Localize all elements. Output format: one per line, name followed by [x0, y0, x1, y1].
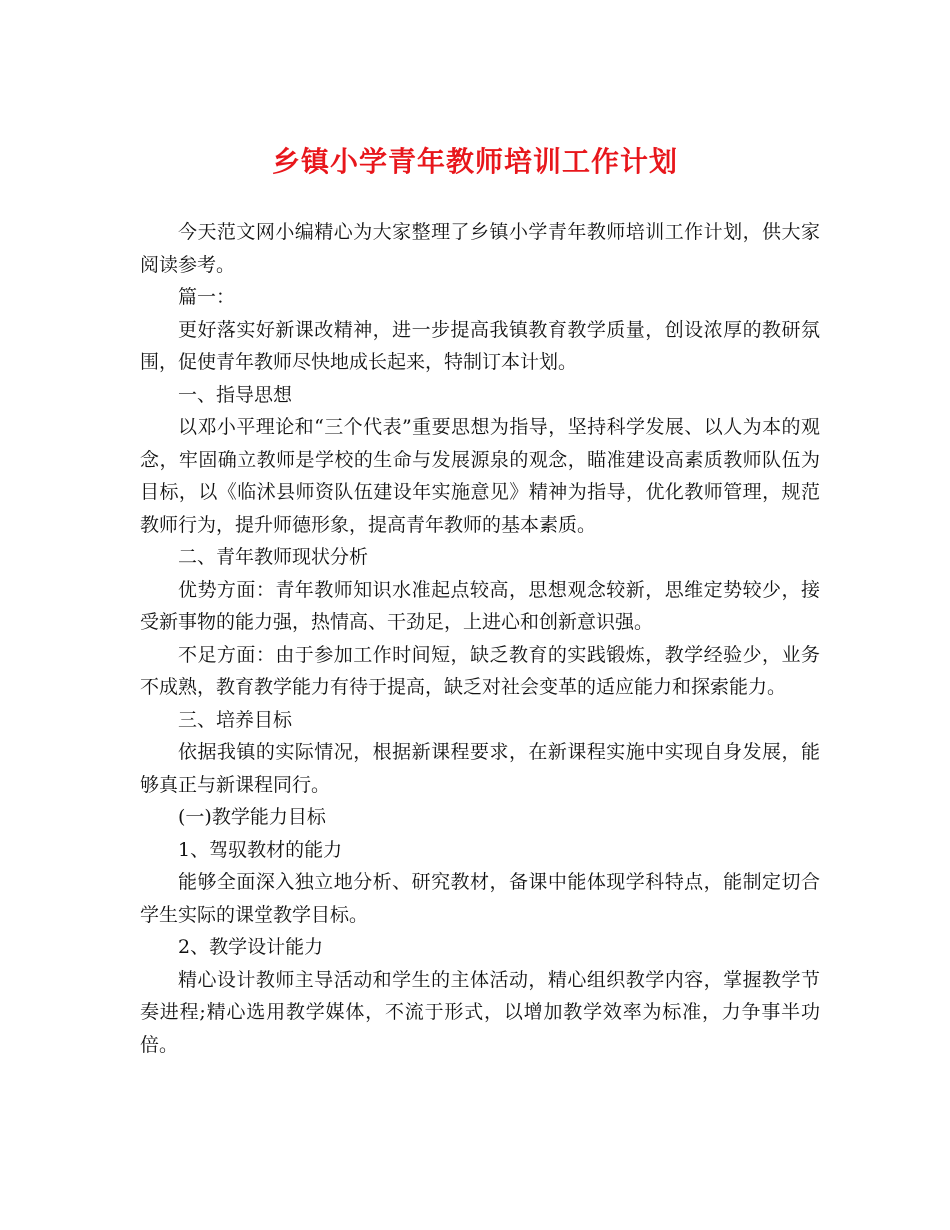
paragraph-intro: 今天范文网小编精心为大家整理了乡镇小学青年教师培训工作计划，供大家阅读参考。: [140, 221, 820, 276]
paragraph-training-goals: 依据我镇的实际情况，根据新课程要求，在新课程实施中实现自身发展，能够真正与新课程同行。: [140, 741, 820, 796]
item-heading-textbook-ability: 1、驾驭教材的能力: [178, 838, 343, 861]
section-heading-status-analysis: 二、青年教师现状分析: [178, 546, 369, 568]
section-heading-training-goals: 三、培养目标: [178, 708, 293, 731]
paragraph-purpose: 更好落实好新课改精神，进一步提高我镇教育教学质量，创设浓厚的教研氛围，促使青年教师尽快地成长起来，特制订本计划。: [140, 318, 820, 373]
paragraph-design-ability: 精心设计教师主导活动和学生的主体活动，精心组织教学内容，掌握教学节奏进程;精心选用教学媒体，不流于形式，以增加教学效率为标准，力争事半功倍。: [140, 968, 820, 1056]
document-title: 乡镇小学青年教师培训工作计划: [271, 145, 678, 178]
paragraph-weaknesses: 不足方面：由于参加工作时间短，缺乏教育的实践锻炼，教学经验少，业务不成熟，教育教学能力有待于提高，缺乏对社会变革的适应能力和探索能力。: [140, 643, 820, 698]
paragraph-textbook-ability: 能够全面深入独立地分析、研究教材，备课中能体现学科特点，能制定切合学生实际的课堂教学目标。: [140, 871, 820, 926]
paragraph-part-label: 篇一：: [178, 286, 236, 308]
paragraph-strengths: 优势方面：青年教师知识水准起点较高，思想观念较新，思维定势较少，接受新事物的能力强，热情高、干劲足，上进心和创新意识强。: [140, 578, 820, 633]
subheading-teaching-ability: (一)教学能力目标: [178, 806, 326, 828]
document-body: [140, 216, 820, 1061]
item-heading-design-ability: 2、教学设计能力: [178, 936, 324, 958]
section-heading-guiding-ideology: 一、指导思想: [178, 383, 293, 406]
paragraph-guiding-ideology: 以邓小平理论和“三个代表”重要思想为指导，坚持科学发展、以人为本的观念，牢固确立教师是学校的生命与发展源泉的观念，瞄准建设高素质教师队伍为目标，以《临沭县师资队伍建设年实施意见》精神为指导，优化教师管理，规范教师行为，提升师德形象，提高青年教师的基本素质。: [140, 416, 820, 536]
